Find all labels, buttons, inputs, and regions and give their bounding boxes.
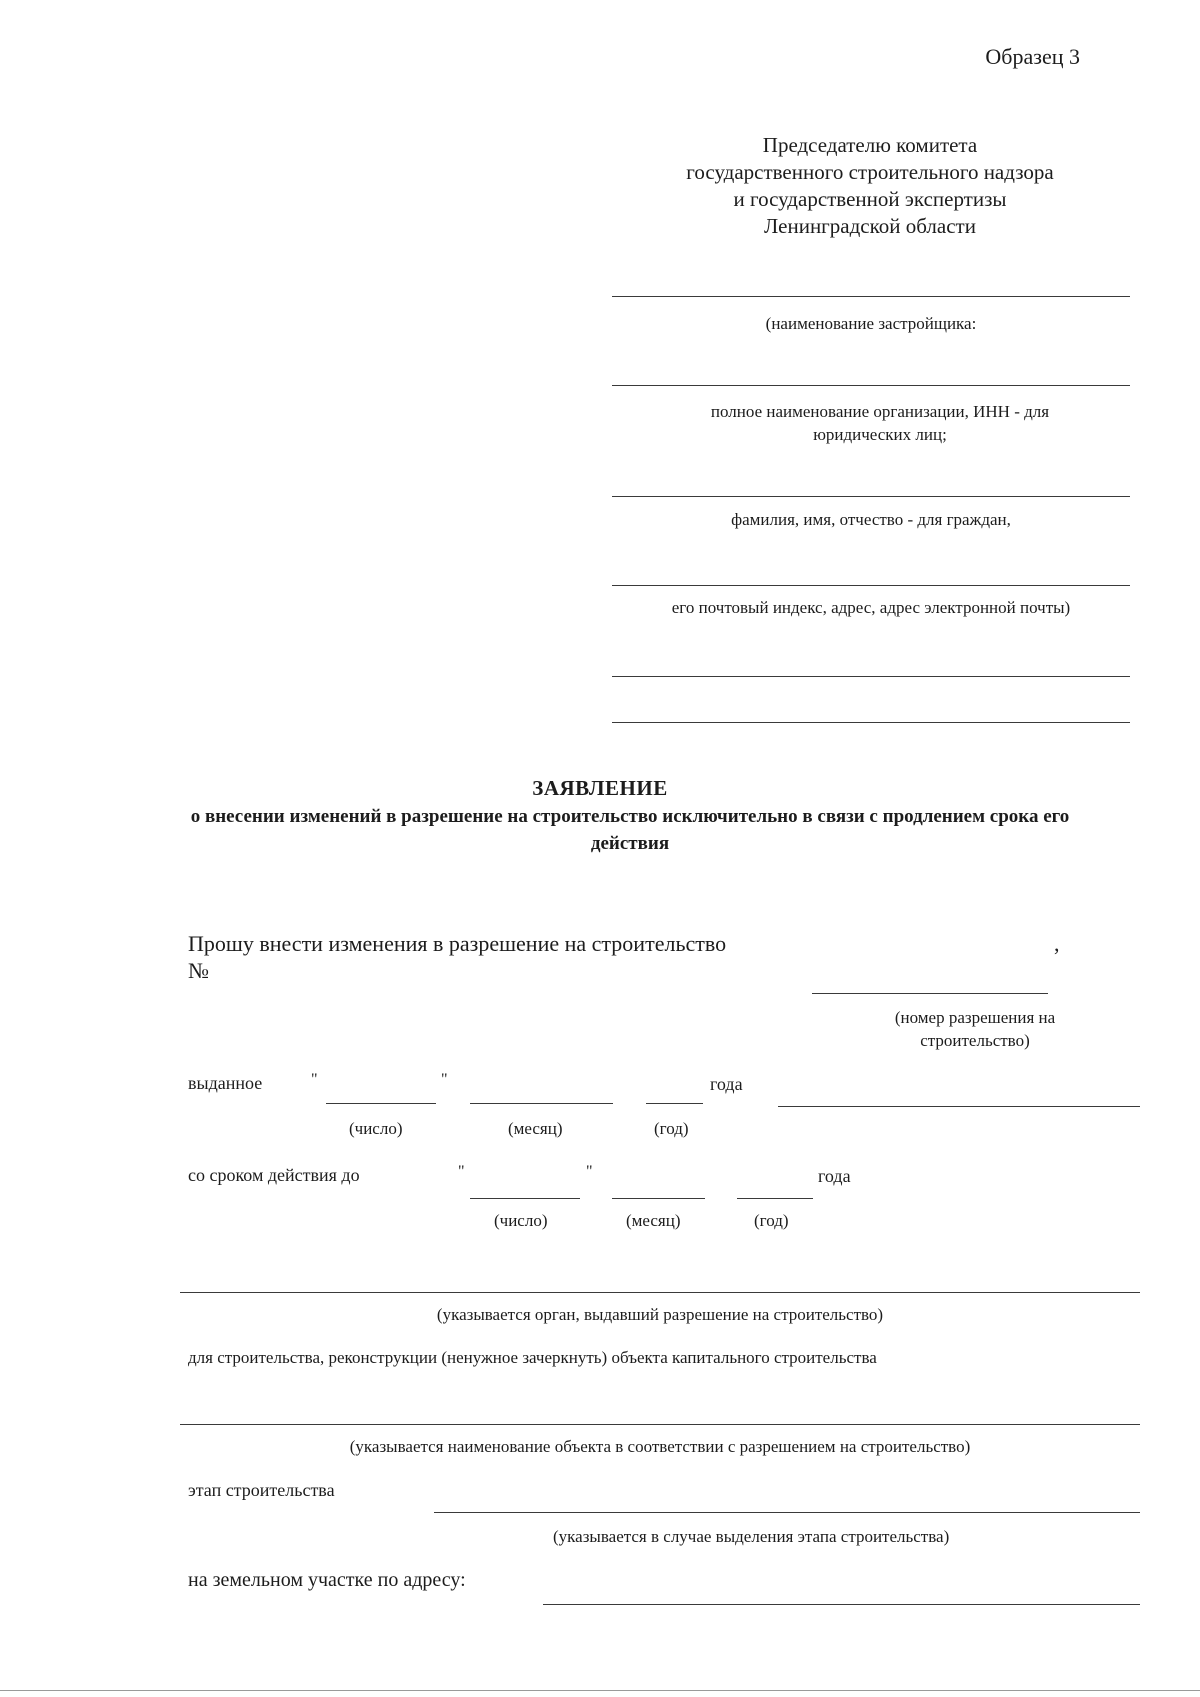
issued-label: выданное <box>188 1073 263 1093</box>
applicant-extra-field-1[interactable] <box>612 676 1130 677</box>
request-text: Прошу внести изменения в разрешение на строительство <box>188 931 727 956</box>
object-name-field[interactable] <box>180 1424 1140 1425</box>
address-field[interactable] <box>543 1604 1140 1605</box>
issued-year-word: года <box>710 1074 743 1094</box>
addressee-block <box>590 132 1150 240</box>
quote-open: " <box>458 1163 465 1180</box>
document-title: ЗАЯВЛЕНИЕ <box>532 776 668 800</box>
issued-month-caption: (месяц) <box>508 1119 563 1138</box>
number-sign: № <box>188 958 209 983</box>
validity-year-field[interactable] <box>737 1198 813 1199</box>
quote-close: " <box>441 1071 448 1088</box>
address-label: на земельном участке по адресу: <box>188 1569 466 1591</box>
addressee-line: государственного строительного надзора <box>686 160 1054 184</box>
validity-month-field[interactable] <box>612 1198 705 1199</box>
stage-field[interactable] <box>434 1512 1140 1513</box>
issued-month-field[interactable] <box>470 1103 613 1104</box>
stage-label: этап строительства <box>188 1480 335 1500</box>
page-bottom-divider <box>0 1690 1200 1691</box>
quote-close: " <box>586 1163 593 1180</box>
applicant-caption-3: фамилия, имя, отчество - для граждан, <box>731 510 1011 529</box>
applicant-org-field[interactable] <box>612 385 1130 386</box>
validity-day-caption: (число) <box>494 1211 548 1230</box>
issued-extra-field[interactable] <box>778 1106 1140 1107</box>
permit-number-caption: (номер разрешения на строительство) <box>894 1008 1056 1050</box>
permit-number-field[interactable] <box>812 993 1048 994</box>
issued-year-field[interactable] <box>646 1103 703 1104</box>
addressee-line: Председателю комитета <box>762 133 978 157</box>
quote-open: " <box>311 1071 318 1088</box>
applicant-address-field[interactable] <box>612 585 1130 586</box>
validity-year-word: года <box>818 1166 851 1186</box>
validity-month-caption: (месяц) <box>626 1211 681 1230</box>
addressee-line: и государственной экспертизы <box>733 187 1007 211</box>
applicant-caption-1: (наименование застройщика: <box>765 314 977 333</box>
issued-day-field[interactable] <box>326 1103 436 1104</box>
object-caption: (указывается наименование объекта в соответствии с разрешением на строительство) <box>349 1437 971 1456</box>
issuer-field[interactable] <box>180 1292 1140 1293</box>
validity-year-caption: (год) <box>754 1211 789 1230</box>
purpose-text: для строительства, реконструкции (ненужное зачеркнуть) объекта капитального строительства <box>188 1348 877 1367</box>
applicant-caption-4: его почтовый индекс, адрес, адрес электронной почты) <box>671 598 1071 617</box>
issuer-caption: (указывается орган, выдавший разрешение на строительство) <box>436 1305 884 1324</box>
addressee-line: Ленинградской области <box>764 214 976 238</box>
document-subtitle: о внесении изменений в разрешение на строительство исключительно в связи с продлением срока его действия <box>190 806 1070 854</box>
stage-caption: (указывается в случае выделения этапа строительства) <box>553 1527 950 1546</box>
applicant-person-field[interactable] <box>612 496 1130 497</box>
applicant-extra-field-2[interactable] <box>612 722 1130 723</box>
comma-mark: , <box>1054 931 1060 956</box>
applicant-name-field[interactable] <box>612 296 1130 297</box>
issued-day-caption: (число) <box>349 1119 403 1138</box>
sample-label: Образец 3 <box>985 44 1080 69</box>
issued-year-caption: (год) <box>654 1119 689 1138</box>
applicant-caption-2: полное наименование организации, ИНН - для юридических лиц; <box>710 402 1050 444</box>
validity-label: со сроком действия до <box>188 1165 360 1185</box>
validity-day-field[interactable] <box>470 1198 580 1199</box>
